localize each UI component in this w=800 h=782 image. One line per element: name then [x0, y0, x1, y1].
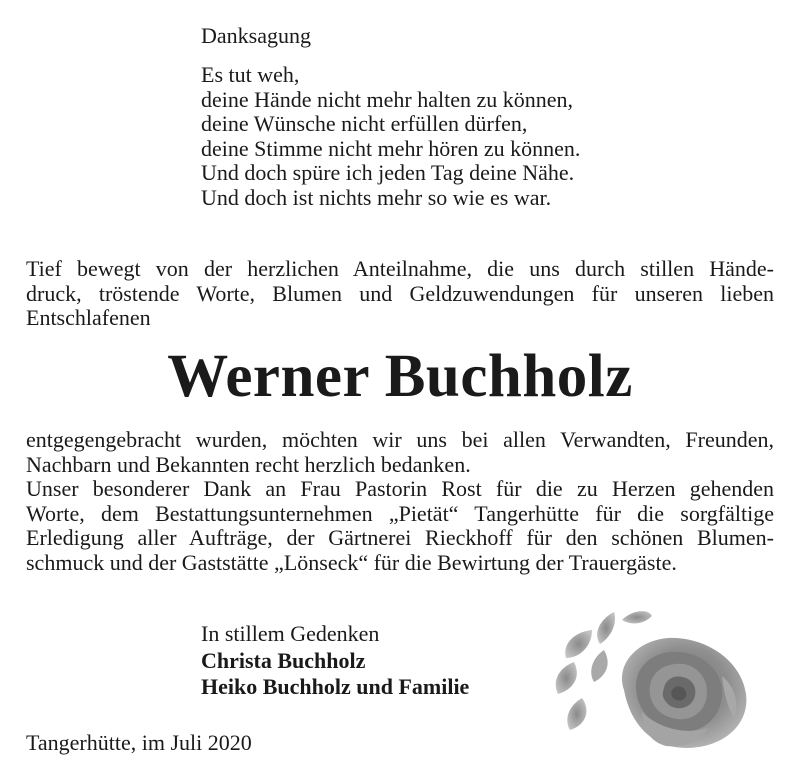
paragraph-line: schmuck und der Gaststätte „Lönseck“ für die Bewirtung der Trauergäste.: [26, 549, 677, 575]
paragraph-line: druck, tröstende Worte, Blumen und Geldzuwendungen für unseren lieben: [26, 280, 774, 306]
paragraph-line: Worte, dem Bestattungsunternehmen „Pietät“ Tangerhütte für die sorgfältige: [26, 500, 774, 526]
poem-line: Und doch ist nichts mehr so wie es war.: [201, 184, 552, 210]
thanks-body-paragraph: [26, 428, 774, 575]
poem-line: Es tut weh,: [201, 62, 300, 87]
signoff-name-heiko: Heiko Buchholz und Familie: [201, 674, 470, 699]
poem-line: deine Wünsche nicht erfüllen dürfen,: [201, 111, 528, 136]
paragraph-line: Tief bewegt von der herzlichen Anteilnahme, die uns durch stillen Hände-: [26, 256, 774, 281]
paragraph-line: Unser besonderer Dank an Frau Pastorin Rost für die zu Herzen gehenden: [26, 476, 774, 501]
heading: Danksagung: [201, 23, 311, 48]
deceased-name: Werner Buchholz: [167, 343, 633, 410]
poem-line: deine Hände nicht mehr halten zu können,: [201, 86, 574, 112]
paragraph-line: Erledigung aller Aufträge, der Gärtnerei Rieckhoff für den schönen Blumen-: [26, 525, 774, 550]
poem: [201, 63, 580, 210]
rose-icon: [552, 602, 762, 752]
signoff-intro: In stillem Gedenken: [201, 621, 380, 646]
paragraph-line: entgegengebracht wurden, möchten wir uns bei allen Verwandten, Freunden,: [26, 427, 774, 452]
signoff-name-christa: Christa Buchholz: [201, 647, 366, 673]
place-date: Tangerhütte, im Juli 2020: [26, 730, 252, 755]
thanks-intro-paragraph: [26, 257, 774, 331]
paragraph-line: Entschlafenen: [26, 305, 151, 330]
poem-line: Und doch spüre ich jeden Tag deine Nähe.: [201, 160, 575, 185]
paragraph-line: Nachbarn und Bekannten recht herzlich bedanken.: [26, 451, 471, 477]
poem-line: deine Stimme nicht mehr hören zu können.: [201, 135, 581, 161]
signoff: [201, 621, 469, 701]
